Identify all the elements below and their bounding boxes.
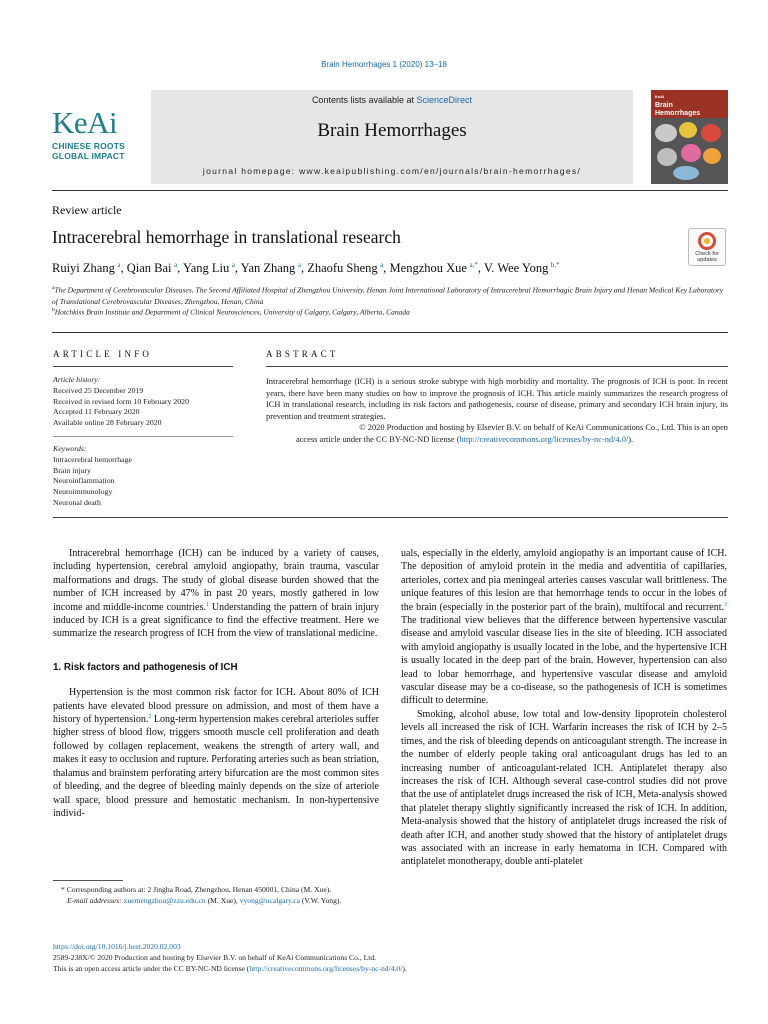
r1-text-b: The traditional view believes that the difference between hypertensive vascular disease and amyloid vascular disease lies in the site of bleeding. ICH associated with amyloid angiopathy is usually located in the lobe, and the hypertensive ICH is usually located in the deep part of the brain. However, hypertension can also lead to lobar hemorrhage, and hypertensive vascular disease and amyloid vascular disease may be a co-disease, so the pathogenesis of ICH is sometimes difficult to determine.	[401, 615, 727, 707]
article-type: Review article	[52, 203, 122, 217]
check-updates-label-2: updates	[697, 257, 717, 263]
keai-tagline-2: GLOBAL IMPACT	[52, 151, 125, 161]
cover-title-2: Hemorrhages	[655, 110, 701, 117]
s1p1-text-b: Long-term hypertension makes cerebral arterioles suffer higher stress of blood flow, triggers smooth muscle cell proliferation and death followed by collagen replacement, weakens the strength of artery wall, and makes it easy to occlusion and rupture. Perforating arteries such as bean striation, thalamus and brainstem perforating artery bifurcation are the most common sites of bleeding, and the degree of bleeding mainly depends on the size of arteriole wall space, blood pressure and hemostatic mechanism. In non-hypertensive individ-	[53, 714, 380, 819]
abstract-copyright-2	[266, 434, 728, 446]
keai-wordmark: KeAi	[52, 105, 118, 140]
abstract-copyright-1: © 2020 Production and hosting by Elsevier B.V. on behalf of KeAi Communications Co., Ltd. This is an open	[359, 423, 728, 433]
abstract-body	[266, 376, 728, 446]
email-link-xue[interactable]: xuemengzhou@zzu.edu.cn	[123, 896, 206, 905]
journal-homepage[interactable]: journal homepage: www.keaipublishing.com/en/journals/brain-hemorrhages/	[202, 166, 582, 176]
author-affil-link[interactable]: b,*	[550, 261, 560, 269]
footer-license-link[interactable]: http://creativecommons.org/licenses/by-nc-nd/4.0/	[249, 964, 403, 973]
affil-text: Hotchkiss Brain Institute and Department of Clinical Neurosciences, University of Calgary, Calgary, Alberta, Canada	[54, 307, 410, 317]
issn-line: 2589-238X/© 2020 Production and hosting by Elsevier B.V. on behalf of KeAi Communications Co., Ltd.	[53, 953, 377, 962]
right-paragraph-1	[401, 547, 727, 708]
history-label: Article history:	[53, 375, 101, 384]
history-online: Available online 28 February 2020	[53, 418, 162, 428]
cover-artwork	[651, 118, 728, 184]
contents-line	[151, 95, 633, 105]
author-affil-link[interactable]: a	[231, 261, 235, 269]
cover-publisher: KeAi	[655, 94, 665, 99]
article-title: Intracerebral hemorrhage in translational research	[52, 227, 401, 247]
body-column-left	[53, 547, 379, 820]
masthead	[52, 90, 728, 184]
author-name: Yang Liu	[182, 261, 230, 275]
author-affil-link[interactable]: a	[297, 261, 301, 269]
keai-tagline-1: CHINESE ROOTS	[52, 141, 125, 151]
reference-link[interactable]: 3	[724, 601, 727, 608]
abstract-rule	[266, 366, 728, 367]
masthead-banner	[151, 90, 633, 184]
journal-cover-image[interactable]	[651, 90, 728, 184]
masthead-divider	[52, 190, 728, 191]
author-list: Ruiyi Zhang $^a$, Qian Bai $^a$, Yang Liu $^a$, Yan Zhang $^a$, Zhaofu Sheng $^a$, Mengzhou Xue $^{a,*}$, V. Wee Yong $^{b,*}$	[52, 261, 560, 275]
author-name: Mengzhou Xue	[389, 261, 467, 275]
keyword: Brain injury	[53, 465, 91, 475]
section1-paragraph-1	[53, 686, 379, 820]
keyword: Neuroimmunology	[53, 487, 113, 497]
author-name: Ruiyi Zhang	[52, 261, 115, 275]
author-name: Yan Zhang	[240, 261, 296, 275]
author-affil-link[interactable]: a,*	[469, 261, 478, 269]
author-name: V. Wee Yong	[483, 261, 549, 275]
info-rule	[53, 366, 233, 367]
check-updates-icon	[698, 232, 716, 250]
keyword: Neuronal death	[53, 497, 101, 507]
body-column-right	[401, 547, 727, 869]
affiliation-a	[52, 283, 728, 307]
author-affil-link[interactable]: a	[174, 261, 178, 269]
history-revised: Received in revised form 10 February 2020	[53, 396, 189, 406]
keai-logo[interactable]	[52, 105, 144, 161]
corresponding-note: * Corresponding authors at: 2 Jingba Road, Zhengzhou, Henan 450001, China (M. Xue).	[61, 885, 332, 894]
author-affil-link[interactable]: a	[380, 261, 384, 269]
email-label: E-mail addresses:	[67, 896, 122, 905]
sciencedirect-link[interactable]: ScienceDirect	[416, 95, 473, 105]
reference-link[interactable]: 2	[148, 714, 152, 721]
license-suffix: ).	[402, 964, 407, 973]
s1p1-text-a: Hypertension is the most common risk factor for ICH. About 80% of ICH patients have elevated blood pressure on admission, and most of them have a history of hypertension.	[53, 687, 379, 726]
email-link-yong[interactable]: vyong@ucalgary.ca	[239, 896, 300, 905]
email-note	[53, 895, 379, 906]
cover-header	[651, 90, 728, 118]
keywords-label: Keywords:	[53, 444, 87, 453]
cover-title-1: Brain	[655, 102, 673, 109]
email-owner-1: (M. Xue),	[205, 896, 240, 905]
footnote	[53, 884, 379, 906]
affiliation-b	[52, 305, 728, 318]
affil-label: a	[52, 285, 55, 291]
email-owner-2: (V.W. Yong).	[299, 896, 342, 905]
author-affil-link[interactable]: a	[117, 261, 121, 269]
abstract-text: Intracerebral hemorrhage (ICH) is a serious stroke subtype with high morbidity and mortality. The prognosis of ICH is poor. In recent years, there have been many studies on how to improve the prognosis of ICH. This article mainly summarizes the research progress of ICH in translational research, including its risk factors and pathogenesis, course of disease, primary and secondary ICH brain injury, its prevention and treatment strategies.	[266, 377, 728, 421]
r1-text-a: uals, especially in the elderly, amyloid angiopathy is an important cause of ICH. The deposition of amyloid protein in the media and adventitia of capillaries, arterioles, cortex and pia meningeal arteries causes vascular wall brittleness. The unique features of this lesion are that hemorrhage tends to occur in the lobes of the brain (especially in the posterior part of the brain), multifocal and recurrent.	[401, 548, 727, 613]
body-divider	[53, 517, 728, 518]
keyword: Intracerebral hemorrhage	[53, 454, 133, 464]
affil-text: The Department of Cerebrovascular Diseases, The Second Affiliated Hospital of Zhengzhou University, Henan Joint International Laboratory of Intracerebral Hemorrhagic Brain Injury and Henan Medical Key Laboratory of Translational Cerebrovascular Diseases, Zhengzhou, Henan, China	[52, 285, 724, 306]
page-footer	[53, 941, 729, 974]
keywords	[53, 444, 233, 509]
reference-link[interactable]: 1	[205, 601, 209, 608]
doi-link[interactable]: https://doi.org/10.1016/j.hest.2020.02.003	[53, 942, 181, 951]
abstract-heading: ABSTRACT	[266, 349, 339, 359]
section-heading: 1. Risk factors and pathogenesis of ICH	[53, 661, 238, 673]
check-updates-label-1: Check for	[695, 251, 719, 257]
check-for-updates-button[interactable]	[688, 228, 726, 266]
article-info-heading: ARTICLE INFO	[53, 349, 153, 359]
right-paragraph-2: Smoking, alcohol abuse, low total and low-density lipoprotein cholesterol levels all increased the risk of ICH. Warfarin increases the risk of ICH by 2–5 times, and the risk of bleeding depends on anticoagulant strength. The increase in the number of elderly people taking oral anticoagulant drugs has led to an increasing number of anticoagulant-related ICH. Antiplatelet therapy also increases the risk of ICH. Although several case-control studies did not prove that the use of antiplatelet drugs increased the risk of ICH, Meta-analysis showed that platelet therapy slightly significantly increased the risk of ICH. In addition, Meta-analysis showed that the history of antiplatelet drugs increased the risk of death after ICH, and another study showed that the history of antiplatelet drugs was associated with an increase in early hematoma in ICH. Compared with antiplatelet monotherapy, double anti-platelet	[401, 708, 727, 868]
intro-text-a: Intracerebral hemorrhage (ICH) can be induced by a variety of causes, including hypertension, cerebral amyloid angiopathy, brain trauma, vascular malformations and drugs. The study of global disease burden showed that the number of ICH increased by 47% in past 20 years, mostly gathered in low income and middle-income countries.	[53, 548, 379, 613]
article-history	[53, 375, 233, 429]
copyright-prefix: access article under the CC BY-NC-ND license (	[296, 434, 460, 444]
history-accepted: Accepted 11 February 2020	[53, 407, 140, 417]
license-link[interactable]: http://creativecommons.org/licenses/by-nc-nd/4.0/	[459, 434, 629, 444]
header-divider	[52, 332, 728, 333]
journal-name: Brain Hemorrhages	[317, 120, 467, 141]
history-received: Received 25 December 2019	[53, 385, 144, 395]
author-name: Qian Bai	[126, 261, 172, 275]
license-prefix: This is an open access article under the CC BY-NC-ND license (	[53, 964, 250, 973]
license-line	[53, 963, 729, 974]
journal-citation-link[interactable]: Brain Hemorrhages 1 (2020) 13–18	[321, 60, 447, 69]
author-name: Zhaofu Sheng	[307, 261, 378, 275]
footnote-divider	[53, 880, 123, 881]
affil-label: b	[52, 307, 55, 313]
keyword: Neuroinflammation	[53, 476, 115, 486]
intro-paragraph	[53, 547, 379, 641]
copyright-suffix: ).	[628, 434, 634, 444]
intro-text-b: Understanding the pattern of brain injury induced by ICH is a great significance to find the effective treatment. Here we summarize the research progress of ICH from the view of translational medicine.	[53, 601, 379, 640]
contents-prefix: Contents lists available at	[311, 95, 414, 105]
keywords-rule	[53, 436, 233, 437]
